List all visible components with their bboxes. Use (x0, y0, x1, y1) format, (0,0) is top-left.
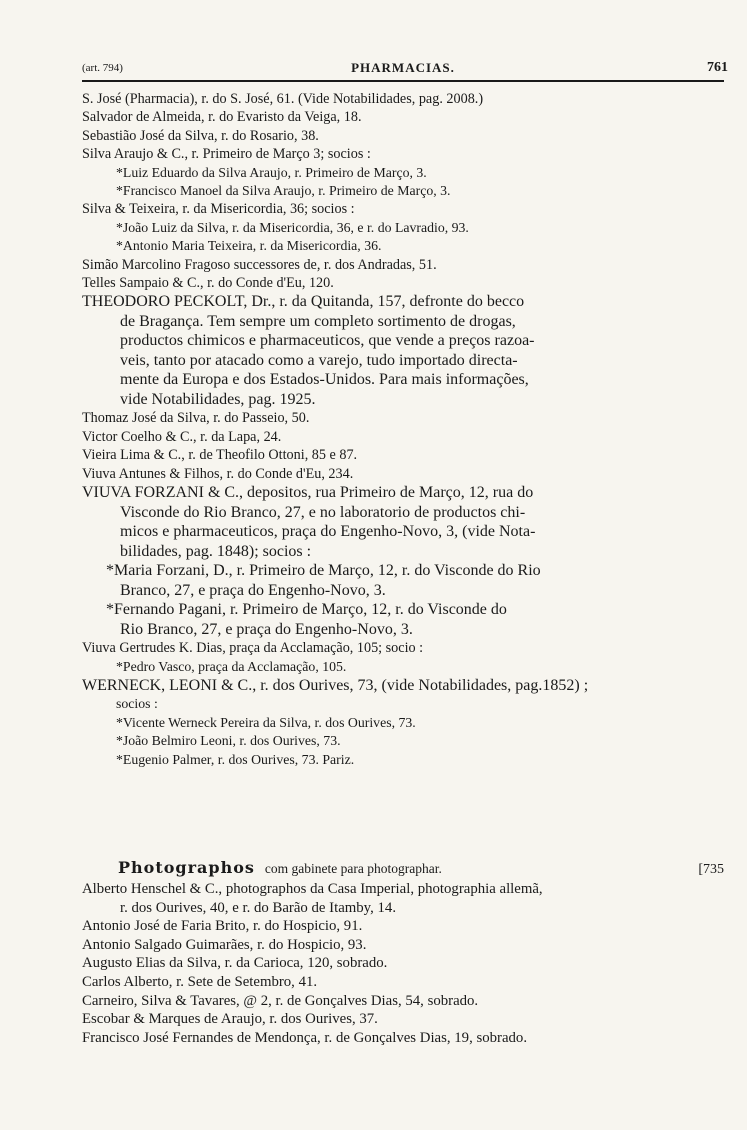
entry-line: de Bragança. Tem sempre um completo sortimento de drogas, (120, 312, 516, 330)
entry-line: WERNECK, LEONI & C., r. dos Ourives, 73, (vide Notabilidades, pag.1852) ; (82, 676, 589, 694)
list-item: Simão Marcolino Fragoso successores de, r. dos Andradas, 51. (82, 256, 437, 273)
pharmacias-list (82, 90, 724, 769)
list-item: S. José (Pharmacia), r. do S. José, 61. (Vide Notabilidades, pag. 2008.) (82, 91, 484, 107)
list-item: Viuva Gertrudes K. Dias, praça da Acclamação, 105; socio : (82, 640, 424, 657)
entry-line: bilidades, pag. 1848); socios : (120, 542, 312, 560)
list-item: Silva & Teixeira, r. da Misericordia, 36; socios : (82, 201, 355, 218)
list-item: Vieira Lima & C., r. de Theofilo Ottoni, 85 e 87. (82, 447, 358, 464)
list-item (82, 880, 724, 917)
entry-line: Branco, 27, e praça do Engenho-Novo, 3. (120, 581, 386, 599)
list-item: Silva Araujo & C., r. Primeiro de Março 3; socios : (82, 146, 371, 163)
list-item: Thomaz José da Silva, r. do Passeio, 50. (82, 410, 310, 427)
partner-item: *Eugenio Palmer, r. dos Ourives, 73. Pariz. (116, 751, 355, 767)
peckolt-entry (82, 292, 724, 409)
entry-line: micos e pharmaceuticos, praça do Engenho-Novo, 3, (vide Nota- (120, 523, 536, 541)
partner-item: *João Luiz da Silva, r. da Misericordia, 36, e r. do Lavradio, 93. (116, 219, 469, 235)
partner-item: *Pedro Vasco, praça da Acclamação, 105. (116, 658, 347, 674)
header-rule (82, 80, 724, 82)
section-ref: [735 (698, 862, 724, 877)
partner-line: *Fernando Pagani, r. Primeiro de Março, 12, r. do Visconde do (106, 601, 507, 619)
entry-line: Rio Branco, 27, e praça do Engenho-Novo, 3. (120, 620, 413, 638)
list-item: Victor Coelho & C., r. da Lapa, 24. (82, 428, 282, 445)
forzani-entry (82, 483, 724, 639)
partner-item: *Antonio Maria Teixeira, r. da Misericordia, 36. (116, 238, 382, 254)
entry-line: veis, tanto por atacado como a varejo, tudo importado directa- (120, 351, 518, 369)
entry-line: Visconde do Rio Branco, 27, e no laboratorio de productos chi- (120, 503, 526, 521)
list-item: Francisco José Fernandes de Mendonça, r. de Gonçalves Dias, 19, sobrado. (82, 1029, 528, 1046)
list-item: Telles Sampaio & C., r. do Conde d'Eu, 120. (82, 275, 334, 292)
partner-item: *Luiz Eduardo da Silva Araujo, r. Primeiro de Março, 3. (116, 164, 427, 180)
page-title: PHARMACIAS. (351, 60, 455, 75)
page-header (82, 58, 728, 80)
list-item: Salvador de Almeida, r. do Evaristo da Veiga, 18. (82, 109, 362, 126)
entry-line: THEODORO PECKOLT, Dr., r. da Quitanda, 157, defronte do becco (82, 293, 525, 311)
partner-item: *Francisco Manoel da Silva Araujo, r. Primeiro de Março, 3. (116, 183, 451, 199)
entry-line: productos chimicos e pharmaceuticos, que vende a preços razoa- (120, 332, 535, 350)
page-number: 761 (707, 60, 728, 75)
partner-line: *Maria Forzani, D., r. Primeiro de Março, 12, r. do Visconde do Rio (106, 562, 541, 580)
list-item: Carlos Alberto, r. Sete de Setembro, 41. (82, 973, 318, 990)
werneck-entry (82, 676, 724, 696)
entry-line: mente da Europa e dos Estados-Unidos. Para mais informações, (120, 371, 529, 389)
list-item: Antonio Salgado Guimarães, r. do Hospicio, 93. (82, 936, 367, 953)
section-note: com gabinete para photographar. (264, 861, 442, 876)
partner-item: *Vicente Werneck Pereira da Silva, r. dos Ourives, 73. (116, 714, 416, 730)
list-item: Sebastião José da Silva, r. do Rosario, 38. (82, 127, 319, 144)
list-item: Escobar & Marques de Araujo, r. dos Ourives, 37. (82, 1011, 378, 1028)
article-ref: (art. 794) (82, 62, 123, 74)
entry-line: Alberto Henschel & C., photographos da Casa Imperial, photographia allemã, (82, 881, 543, 897)
list-item: Augusto Elias da Silva, r. da Carioca, 120, sobrado. (82, 955, 388, 972)
entry-line: VIUVA FORZANI & C., depositos, rua Primeiro de Março, 12, rua do (82, 484, 534, 502)
partner-item: *João Belmiro Leoni, r. dos Ourives, 73. (116, 733, 341, 749)
photographos-list (82, 880, 724, 1047)
entry-line: vide Notabilidades, pag. 1925. (120, 390, 316, 408)
list-item: Viuva Antunes & Filhos, r. do Conde d'Eu, 234. (82, 465, 354, 482)
list-item: Antonio José de Faria Brito, r. do Hospicio, 91. (82, 918, 363, 935)
socios-label: socios : (116, 696, 158, 712)
section-header (118, 858, 724, 882)
list-item: Carneiro, Silva & Tavares, @ 2, r. de Gonçalves Dias, 54, sobrado. (82, 992, 479, 1009)
section-title: Photographos (118, 858, 255, 877)
entry-line: r. dos Ourives, 40, e r. do Barão de Itamby, 14. (120, 899, 397, 916)
